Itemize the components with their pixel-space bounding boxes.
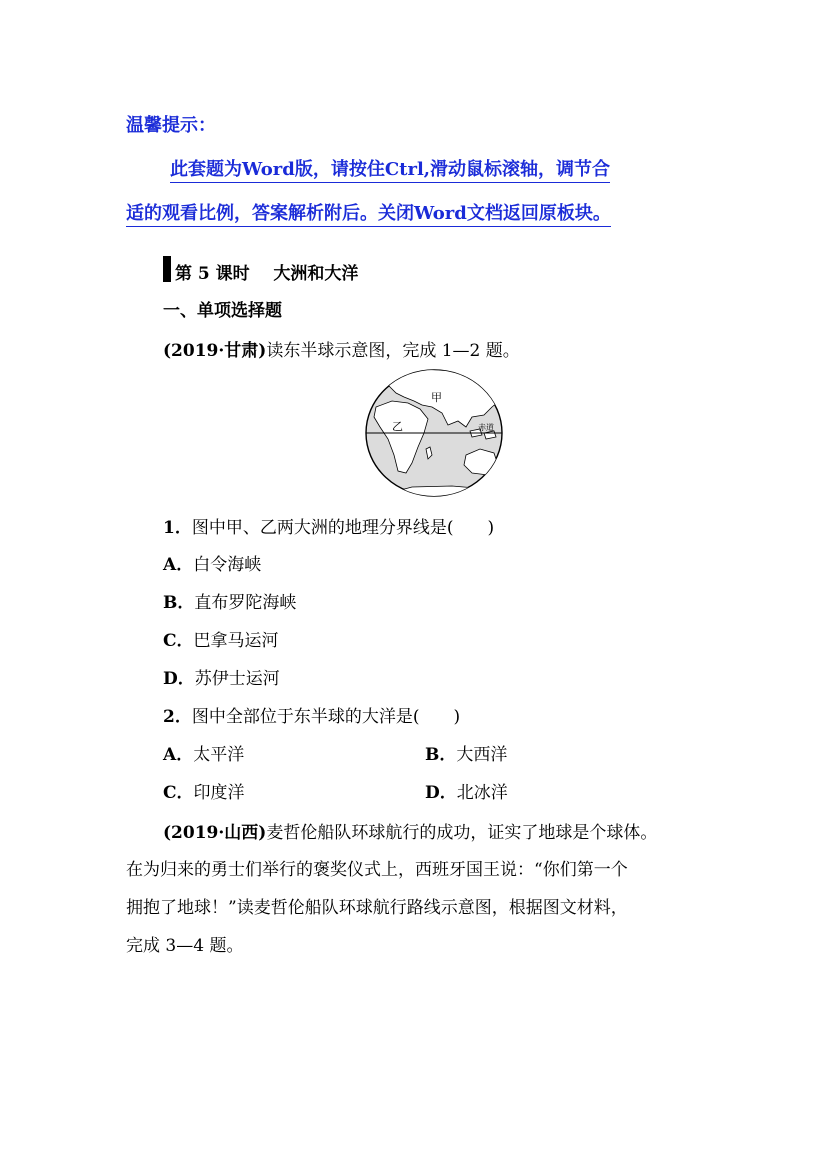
question-1-stem: 图中甲、乙两大洲的地理分界线是( ) <box>191 518 495 538</box>
lesson-marker <box>163 256 171 282</box>
option-text: 直布罗陀海峡 <box>194 593 297 613</box>
label-yi: 乙 <box>392 420 403 433</box>
label-jia: 甲 <box>431 391 442 404</box>
intro-2-source: (2019·山西) <box>163 823 267 843</box>
option-letter: A． <box>163 745 194 765</box>
option-text: 大西洋 <box>456 745 508 765</box>
option-text: 太平洋 <box>193 745 245 765</box>
option-text: 苏伊士运河 <box>194 669 280 689</box>
eastern-hemisphere-map <box>362 367 506 499</box>
tip-line-2-text: 适的观看比例，答案解析附后。关闭Word文档返回原板块。 <box>126 203 611 227</box>
option-letter: B． <box>425 745 457 765</box>
label-equator: 赤道 <box>478 423 494 432</box>
intro-1-source: (2019·甘肃) <box>163 341 267 361</box>
question-2-number: 2． <box>163 707 192 727</box>
option-letter: C． <box>163 631 194 651</box>
option-text: 北冰洋 <box>456 783 508 803</box>
option-text: 印度洋 <box>193 783 245 803</box>
section-title: 一、单项选择题 <box>163 301 282 321</box>
intro-2-line-4: 完成 3—4 题。 <box>126 936 244 956</box>
q1-option-b <box>163 588 296 613</box>
q1-option-a <box>163 550 261 575</box>
q2-option-c <box>163 778 245 803</box>
intro-2-line-3: 拥抱了地球！”读麦哲伦船队环球航行路线示意图，根据图文材料， <box>126 898 628 918</box>
question-1-number: 1． <box>163 518 192 538</box>
question-2-stem: 图中全部位于东半球的大洋是( ) <box>191 707 461 727</box>
lesson-title: 第 5 课时 大洲和大洋 <box>175 264 359 284</box>
tip-line-1 <box>170 155 610 181</box>
option-letter: A． <box>163 555 194 575</box>
option-text: 巴拿马运河 <box>193 631 279 651</box>
tip-line-2 <box>126 199 611 225</box>
intro-2-line-1 <box>163 818 657 843</box>
q2-option-b <box>425 740 507 765</box>
option-letter: C． <box>163 783 194 803</box>
option-text: 白令海峡 <box>193 555 262 575</box>
question-1 <box>163 513 494 538</box>
intro-2-text-1: 麦哲伦船队环球航行的成功，证实了地球是个球体。 <box>266 823 658 843</box>
tip-line-1-text: 此套题为Word版，请按住Ctrl,滑动鼠标滚轴，调节合 <box>170 159 610 183</box>
q2-option-d <box>425 778 508 803</box>
question-2 <box>163 702 460 727</box>
intro-1 <box>163 336 520 361</box>
option-letter: D． <box>163 669 195 689</box>
intro-2-line-2: 在为归来的勇士们举行的褒奖仪式上，西班牙国王说：“你们第一个 <box>126 860 628 880</box>
option-letter: D． <box>425 783 457 803</box>
q1-option-c <box>163 626 279 651</box>
q1-option-d <box>163 664 280 689</box>
q2-option-a <box>163 740 244 765</box>
tip-title: 温馨提示： <box>126 115 216 136</box>
intro-1-text: 读东半球示意图，完成 1—2 题。 <box>266 341 520 361</box>
option-letter: B． <box>163 593 195 613</box>
